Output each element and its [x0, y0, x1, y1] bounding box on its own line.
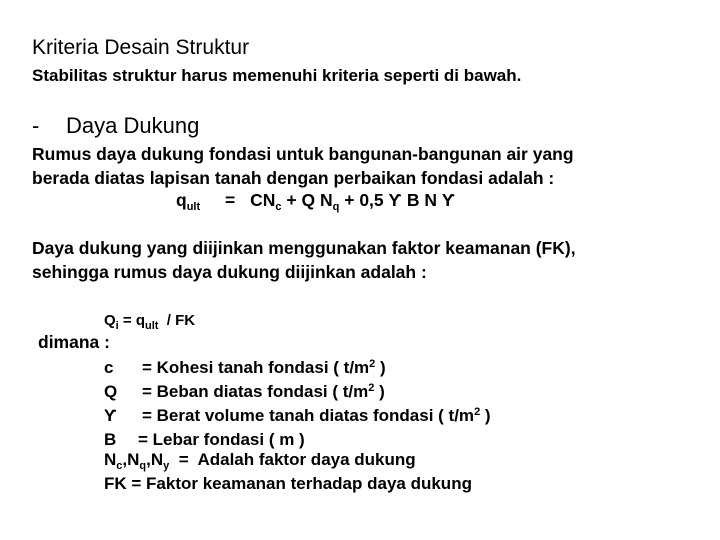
paragraph-line: sehingga rumus daya dukung diijinkan adalah : [32, 262, 427, 282]
definition-sup: 2 [369, 358, 376, 370]
definition-sup: 2 [474, 406, 481, 418]
paragraph-line: berada diatas lapisan tanah dengan perbaikan fondasi adalah : [32, 168, 555, 188]
definition-list [104, 352, 491, 496]
section-heading: Daya Dukung [66, 113, 200, 138]
formula-equals: = q [122, 312, 145, 329]
formula-term: CN [250, 190, 276, 210]
definition-text: = Kohesi tanah fondasi ( t/m [142, 358, 370, 377]
definition-symbol: ,N [122, 450, 140, 469]
definition-symbol: Ƴ [104, 406, 118, 425]
formula-ultimate-bearing [176, 190, 455, 213]
definition-symbol: N [104, 450, 117, 469]
definition-text: FK = Faktor keamanan terhadap daya dukung [104, 474, 472, 493]
intro-text: Stabilitas struktur harus memenuhi kriteria seperti di bawah. [32, 66, 522, 85]
definition-row [104, 352, 491, 376]
definition-tail: ) [374, 382, 385, 401]
formula-lhs: Q [104, 312, 116, 329]
formula-equals: = [225, 190, 236, 210]
definition-tail: ) [375, 358, 386, 377]
paragraph-bearing-capacity [32, 142, 574, 190]
definition-symbol-sub: y [163, 460, 170, 472]
definition-text: = Beban diatas fondasi ( t/m [142, 382, 369, 401]
definition-row [104, 376, 491, 400]
definition-text: = Lebar fondasi ( m ) [138, 430, 305, 449]
formula-lhs: q [176, 190, 187, 210]
definition-symbol: Q [104, 382, 118, 401]
definition-symbol: c [104, 358, 114, 377]
formula-term: + Q N [286, 190, 333, 210]
formula-allowable-bearing [104, 312, 195, 332]
definition-row [104, 424, 491, 448]
formula-term-sub: q [332, 201, 340, 213]
formula-rhs-sub: ult [145, 320, 159, 332]
page-title: Kriteria Desain Struktur [32, 36, 250, 59]
definition-symbol-sub: c [116, 460, 123, 472]
dimana-label: dimana : [38, 332, 110, 352]
definition-text: = Berat volume tanah diatas fondasi ( t/m [142, 406, 475, 425]
section-bullet: - [32, 113, 40, 138]
definition-row [104, 472, 491, 496]
formula-tail: / FK [166, 312, 196, 329]
paragraph-line: Daya dukung yang diijinkan menggunakan faktor keamanan (FK), [32, 238, 576, 258]
definition-symbol-sub: q [139, 460, 147, 472]
paragraph-line: Rumus daya dukung fondasi untuk bangunan-bangunan air yang [32, 144, 574, 164]
definition-text: = Adalah faktor daya dukung [169, 450, 416, 469]
definition-sup: 2 [368, 382, 375, 394]
formula-term-sub: c [275, 201, 282, 213]
formula-lhs-sub: i [115, 320, 119, 332]
definition-tail: ) [480, 406, 491, 425]
definition-row [104, 400, 491, 424]
formula-term: + 0,5 Ƴ B N Ƴ [344, 190, 456, 210]
definition-symbol: B [104, 430, 117, 449]
formula-lhs-sub: ult [186, 201, 201, 213]
paragraph-allowable [32, 236, 576, 284]
definition-row [104, 448, 491, 472]
definition-symbol: ,N [146, 450, 164, 469]
